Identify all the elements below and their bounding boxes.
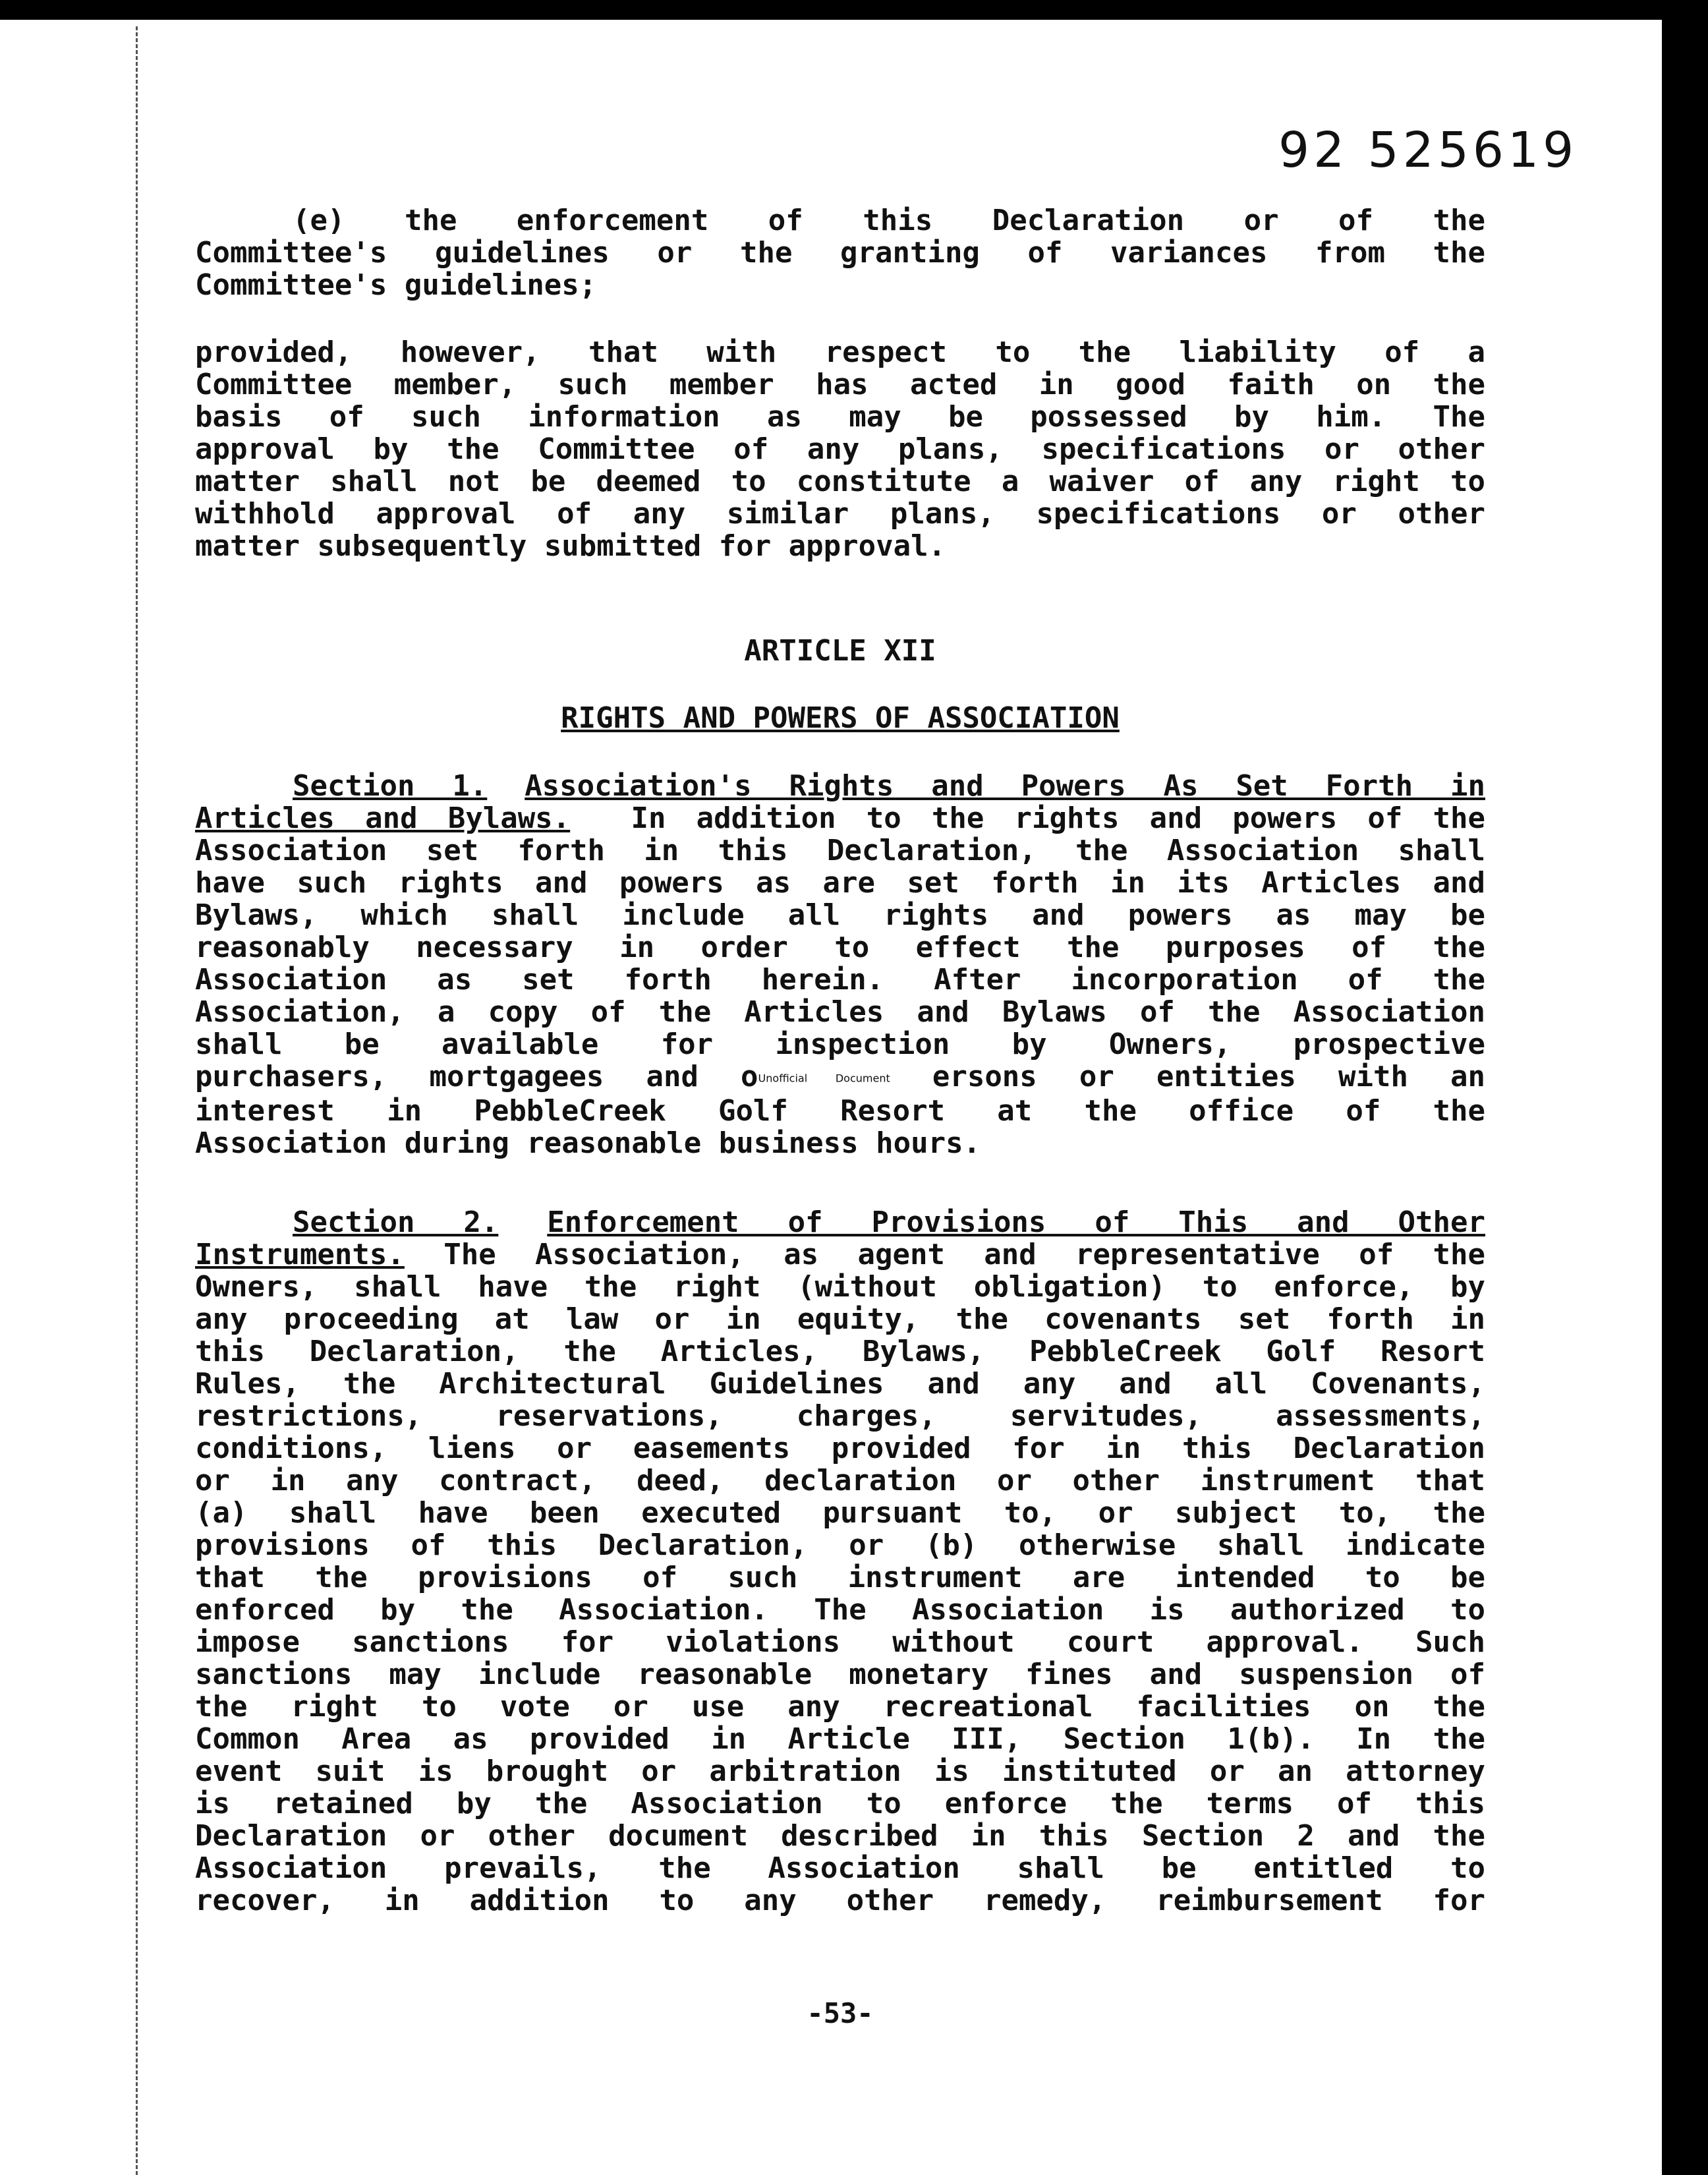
text-line: is retained by the Association to enforce the terms of this <box>195 1787 1485 1820</box>
section-1-heading-line <box>195 770 1485 802</box>
text-line: sanctions may include reasonable monetary fines and suspension of <box>195 1658 1485 1691</box>
text-line: matter subsequently submitted for approval. <box>195 530 946 562</box>
text-line: Association during reasonable business hours. <box>195 1126 981 1159</box>
section-1-heading: Association's Rights and Powers As Set Forth in <box>525 770 1485 802</box>
text-line: basis of such information as may be possessed by him. The <box>195 401 1485 433</box>
text-line: have such rights and powers as are set forth in its Articles and <box>195 867 1485 899</box>
text-line: or in any contract, deed, declaration or other instrument that <box>195 1464 1485 1497</box>
section-2-label: Section 2. <box>293 1206 499 1238</box>
section-2-text-start: The Association, as agent and representative of the <box>404 1238 1485 1271</box>
text-line: Committee's guidelines; <box>195 269 597 301</box>
document-number: 92 525619 <box>1278 122 1578 179</box>
section-1-text-start: In addition to the rights and powers of the <box>570 802 1485 834</box>
section-2-heading: Enforcement of Provisions of This and Other <box>547 1206 1485 1238</box>
scan-border-right <box>1662 0 1708 2175</box>
article-title-text: RIGHTS AND POWERS OF ASSOCIATION <box>561 701 1120 735</box>
article-number: ARTICLE XII <box>744 634 936 668</box>
page-number: -53- <box>807 1997 874 2029</box>
scan-corner-mark <box>129 14 145 33</box>
section-2 <box>195 1206 1485 1917</box>
text-line: Association, a copy of the Articles and Bylaws of the Association <box>195 996 1485 1028</box>
text-line: provisions of this Declaration, or (b) otherwise shall indicate <box>195 1529 1485 1561</box>
text-line: shall be available for inspection by Owners, prospective <box>195 1028 1485 1060</box>
text-line: provided, however, that with respect to the liability of a <box>195 336 1485 368</box>
text-line: (a) shall have been executed pursuant to, or subject to, the <box>195 1497 1485 1529</box>
text-line: that the provisions of such instrument are intended to be <box>195 1561 1485 1594</box>
text-line: Association set forth in this Declaration, the Association shall <box>195 834 1485 867</box>
article-title <box>195 701 1485 735</box>
text-line: any proceeding at law or in equity, the covenants set forth in <box>195 1303 1485 1335</box>
section-2-heading-line <box>195 1206 1485 1238</box>
text-line: Committee's guidelines or the granting of variances from the <box>195 237 1485 269</box>
text-line: this Declaration, the Articles, Bylaws, PebbleCreek Golf Resort <box>195 1335 1485 1368</box>
unofficial-document-watermark: Unofficial Document <box>758 1072 890 1085</box>
text-line: event suit is brought or arbitration is instituted or an attorney <box>195 1755 1485 1787</box>
text-line: enforced by the Association. The Association is authorized to <box>195 1594 1485 1626</box>
text-line <box>195 1238 1485 1271</box>
text-line: the right to vote or use any recreational facilities on the <box>195 1691 1485 1723</box>
text-segment: purchasers, mortgagees and o <box>195 1060 758 1093</box>
text-line: withhold approval of any similar plans, specifications or other <box>195 498 1485 530</box>
text-segment: ersons or entities with an <box>932 1060 1485 1093</box>
text-line: Bylaws, which shall include all rights and powers as may be <box>195 899 1485 931</box>
section-1-label: Section 1. <box>293 770 488 802</box>
text-line: Association as set forth herein. After incorporation of the <box>195 964 1485 996</box>
text-line <box>195 802 1485 834</box>
scan-left-margin-line <box>136 26 138 2175</box>
scan-border-top <box>0 0 1708 20</box>
paragraph-e <box>195 204 1485 301</box>
text-line: impose sanctions for violations without court approval. Such <box>195 1626 1485 1658</box>
text-line: (e) the enforcement of this Declaration or of the <box>293 204 1485 237</box>
text-line: conditions, liens or easements provided for in this Declaration <box>195 1432 1485 1464</box>
text-line: recover, in addition to any other remedy, reimbursement for <box>195 1884 1485 1917</box>
section-1 <box>195 770 1485 1159</box>
text-line: approval by the Committee of any plans, specifications or other <box>195 433 1485 465</box>
text-line: restrictions, reservations, charges, servitudes, assessments, <box>195 1400 1485 1432</box>
text-line <box>195 1060 1485 1095</box>
section-2-heading-cont: Instruments. <box>195 1238 405 1271</box>
section-1-heading-cont: Articles and Bylaws. <box>195 802 571 834</box>
text-line: Committee member, such member has acted in good faith on the <box>195 368 1485 401</box>
text-line: Owners, shall have the right (without obligation) to enforce, by <box>195 1271 1485 1303</box>
paragraph-provided <box>195 336 1485 562</box>
text-line: Common Area as provided in Article III, Section 1(b). In the <box>195 1723 1485 1755</box>
text-line: matter shall not be deemed to constitute a waiver of any right to <box>195 465 1485 498</box>
text-line: Rules, the Architectural Guidelines and any and all Covenants, <box>195 1368 1485 1400</box>
text-line: Association prevails, the Association shall be entitled to <box>195 1852 1485 1884</box>
text-line: Declaration or other document described in this Section 2 and the <box>195 1820 1485 1852</box>
text-line: interest in PebbleCreek Golf Resort at the office of the <box>195 1094 1485 1127</box>
text-line: reasonably necessary in order to effect the purposes of the <box>195 931 1485 964</box>
